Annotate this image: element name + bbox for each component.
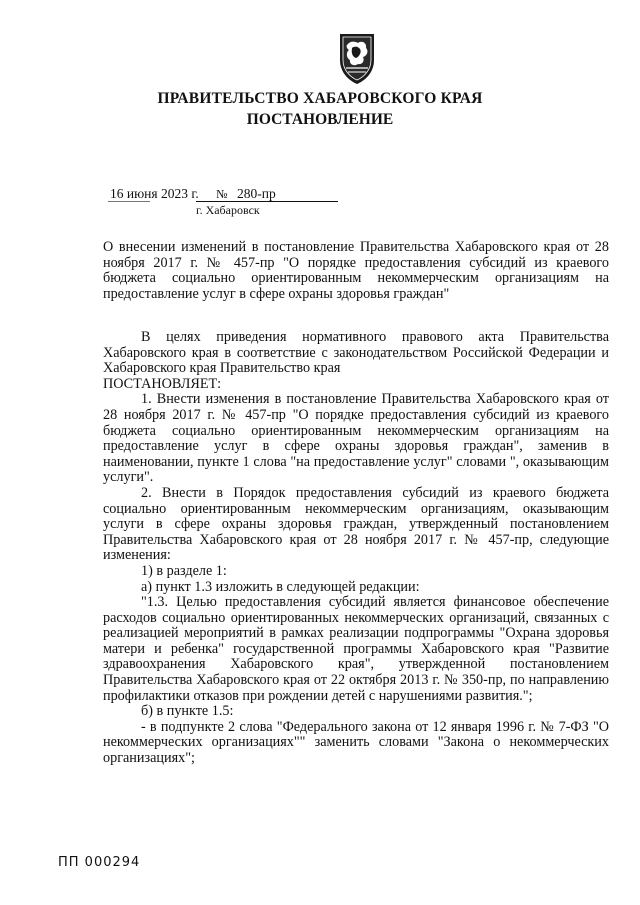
- document-number: 280-пр: [236, 186, 276, 201]
- item-1-paragraph: 1. Внести изменения в постановление Правительства Хабаровского края от 28 ноября 2017 г. № 457-пр "О порядке предоставления субсидий из краевого бюджета социально ориентированным некоммерческим организациям на предоставление услуг в сфере охраны здоровья граждан", заменив в наименовании, пункте 1 слова "на предоставление услуг" словами ", оказывающим услуги".: [103, 391, 609, 486]
- subitem-1a: а) пункт 1.3 изложить в следующей редакции:: [141, 578, 420, 595]
- subitem-1b: б) в пункте 1.5:: [141, 703, 234, 720]
- subitem-1b-dash: - в подпункте 2 слова "Федерального закона от 12 января 1996 г. № 7-ФЗ "О некоммерческих организациях"" заменить словами "Закона о некоммерческих организациях";: [103, 718, 609, 767]
- preamble-paragraph: В целях приведения нормативного правового акта Правительства Хабаровского края в соответствие с законодательством Российской Федерации и Хабаровского края Правительство края: [103, 329, 609, 377]
- resolves-line: ПОСТАНОВЛЯЕТ:: [103, 375, 222, 392]
- document-body: [103, 330, 609, 767]
- quoted-clause-1-3: "1.3. Целью предоставления субсидий является финансовое обеспечение расходов социально ориентированных некоммерческих организаций, связанных с реализацией мероприятий в рамках реализации подпрограммы "Охрана здоровья матери и ребенка" государственной программы Хабаровского края "Развитие здравоохранения Хабаровского края", утвержденной постановлением Правительства Хабаровского края от 22 октября 2013 г. № 350-пр, по направлению профилактики отказов при рождении детей с нарушениями развития.";: [103, 594, 609, 704]
- government-title: ПРАВИТЕЛЬСТВО ХАБАРОВСКОГО КРАЯ: [157, 90, 483, 107]
- date-underline: [108, 201, 150, 202]
- number-sign: №: [216, 187, 228, 201]
- document-subject: О внесении изменений в постановление Правительства Хабаровского края от 28 ноября 2017 г. № 457-пр "О порядке предоставления субсидий из краевого бюджета социально ориентированным некоммерческим организациям на предоставление услуг в сфере охраны здоровья граждан": [103, 239, 609, 302]
- item-2-paragraph: 2. Внести в Порядок предоставления субсидий из краевого бюджета социально ориентированным некоммерческим организациям, оказывающим услуги в сфере охраны здоровья граждан, утвержденный постановлением Правительства Хабаровского края от 28 ноября 2017 г. № 457-пр, следующие изменения:: [103, 484, 609, 564]
- coat-of-arms-emblem: [332, 30, 382, 86]
- document-date: 16 июня 2023 г.: [110, 186, 199, 201]
- date-number-line: [110, 186, 276, 202]
- city: г. Хабаровск: [196, 203, 260, 217]
- subitem-1: 1) в разделе 1:: [141, 562, 227, 579]
- number-underline: [196, 201, 338, 202]
- document-type-heading: ПОСТАНОВЛЕНИЕ: [246, 111, 394, 128]
- form-code: ПП 000294: [58, 855, 141, 870]
